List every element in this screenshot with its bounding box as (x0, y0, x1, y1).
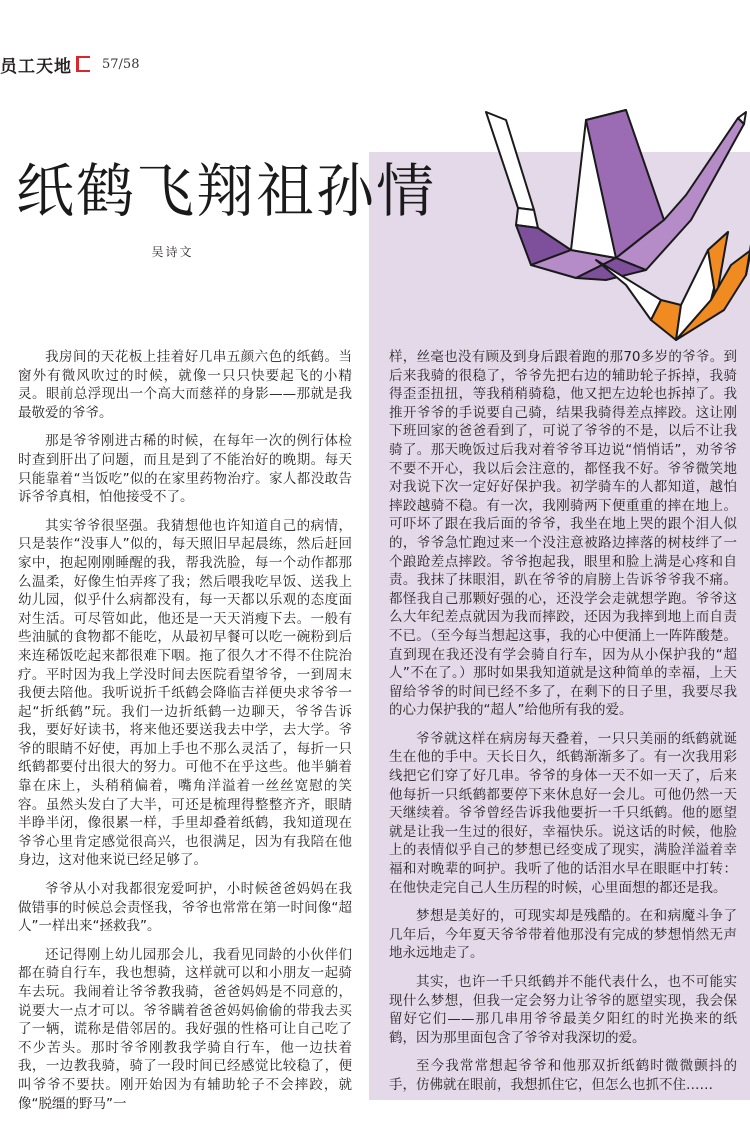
paragraph: 那是爷爷刚进古稀的时候，在每年一次的例行体检时查到肝出了问题，而且是到了不能治好的晚期。每天只能靠着“当饭吃”似的在家里药物治疗。家人都没敢告诉爷爷真相，怕他接受不了。 (18, 433, 352, 506)
paragraph: 爷爷就这样在病房每天叠着，一只只美丽的纸鹤就诞生在他的手中。天长日久，纸鹤渐渐多了。有一次我用彩线把它们穿了好几串。爷爷的身体一天不如一天了，后来他每折一只纸鹤都要停下来休息好一会儿。可他仍然一天天继续着。爷爷曾经告诉我他要折一千只纸鹤。他的愿望就是让我一生过的很好，幸福快乐。说这话的时候，他脸上的表情似乎自己的梦想已经变成了现实，满脸洋溢着幸福和对晚辈的呵护。我听了他的话泪水早在眼眶中打转：在他快走完自己人生历程的时候，心里面想的都还是我。 (389, 730, 737, 896)
article-left-column (18, 348, 352, 1123)
article-author: 吴诗文 (151, 245, 194, 259)
article-right-column (389, 348, 737, 1105)
page-header (0, 52, 139, 76)
paragraph: 梦想是美好的，可现实却是残酷的。在和病魔斗争了几年后，今年夏天爷爷带着他那没有完成的梦想悄然无声地永远地走了。 (389, 908, 737, 962)
paragraph: 其实，也许一千只纸鹤并不能代表什么，也不可能实现什么梦想，但我一定会努力让爷爷的愿望实现，我会保留好它们——那几串用爷爷最美夕阳红的时光换来的纸鹤，因为那里面包含了爷爷对我深切的爱。 (389, 974, 737, 1046)
paragraph: 其实爷爷很坚强。我猜想他也许知道自己的病情，只是装作“没事人”似的，每天照旧早起晨练，然后赶回家中，抱起刚刚睡醒的我，帮我洗脸，每一个动作都那么温柔，好像生怕弄疼了我；然后喂我吃早饭、送我上幼儿园，似乎什么病都没有，每一天都以乐观的态度面对生活。可尽管如此，他还是一天天消瘦下去。一般有些油腻的食物都不能吃，从最初早餐可以吃一碗粉到后来连稀饭吃起来都很难下咽。拖了很久才不得不住院治疗。平时因为我上学没时间去医院看望爷爷，一到周末我便去陪他。我听说折千纸鹤会降临吉祥便央求爷爷一起“折纸鹤”玩。我们一边折纸鹤一边聊天，爷爷告诉我，要好好读书，将来他还要送我去中学，去大学。爷爷的眼睛不好使，再加上手也不那么灵活了，每折一只纸鹤都要付出很大的努力。可他不在乎这些。他半躺着靠在床上，头稍稍偏着，嘴角洋溢着一丝丝宽慰的笑容。虽然头发白了大半，可还是梳理得整整齐齐，眼睛半睁半闭，像很累一样，手里却叠着纸鹤，我知道现在爷爷心里肯定感觉很高兴，也很满足，因为有我陪在他身边，这对他来说已经足够了。 (18, 517, 352, 869)
article-title: 纸鹤飞翔祖孙情 (16, 157, 437, 225)
paragraph: 我房间的天花板上挂着好几串五颜六色的纸鹤。当窗外有微风吹过的时候，就像一只只快要起飞的小精灵。眼前总浮现出一个高大而慈祥的身影——那就是我最敬爱的爷爷。 (18, 349, 352, 421)
paragraph: 还记得刚上幼儿园那会儿，我看见同龄的小伙伴们都在骑自行车，我也想骑，这样就可以和小朋友一起骑车去玩。我闹着让爷爷教我骑，爸爸妈妈是不同意的，说要大一点才可以。爷爷瞒着爸爸妈妈偷偷的带我去买了一辆，谎称是借邻居的。我好强的性格可让自己吃了不少苦头。那时爷爷刚教我学骑自行车，他一边扶着我，一边教我骑，骑了一段时间已经感觉比较稳了，便叫爷爷不要扶。刚开始因为有辅助轮子不会摔跤，就像“脱缰的野马”一 (18, 946, 352, 1112)
paragraph: 样，丝毫也没有顾及到身后跟着跑的那70多岁的爷爷。到后来我骑的很稳了，爷爷先把右边的辅助轮子拆掉，我骑得歪歪扭扭，等我稍稍骑稳，他又把左边轮也拆掉了。我推开爷爷的手说要自己骑，结果我骑得差点摔跤。这让刚下班回家的爸爸看到了，可说了爷爷的不是，以后不让我骑了。那天晚饭过后我对着爷爷耳边说“悄悄话”，劝爷爷不要不开心，我以后会注意的，都怪我不好。爷爷微笑地对我说下次一定好好保护我。初学骑车的人都知道，越怕摔跤越骑不稳。有一次，我刚骑两下便重重的摔在地上。可吓坏了跟在我后面的爷爷，我坐在地上哭的跟个泪人似的，爷爷急忙跑过来一个没注意被路边摔落的树枝绊了一个踉跄差点摔跤。爷爷抱起我，眼里和脸上满是心疼和自责。我抹了抹眼泪，趴在爷爷的肩膀上告诉爷爷我不痛。都怪我自己那颗好强的心，还没学会走就想学跑。爷爷这么大年纪差点就因为我而摔跤，还因为我摔到地上而自责不已。（至今每当想起这事，我的心中便涌上一阵阵酸楚。直到现在我还没有学会骑自行车，因为从小保护我的“超人”不在了。）那时如果我知道就是这种简单的幸福，上天留给爷爷的时间已经不多了，在剩下的日子里，我要尽我的心力保护我的“超人”给他所有我的爱。 (389, 349, 737, 719)
red-bracket-icon (76, 56, 90, 72)
paragraph: 至今我常常想起爷爷和他那双折纸鹤时微微颤抖的手，仿佛就在眼前，我想抓住它，但怎么也抓不住…… (389, 1058, 737, 1093)
page-number: 57/58 (102, 56, 140, 72)
paragraph: 爷爷从小对我都很宠爱呵护，小时候爸爸妈妈在我做错事的时候总会责怪我，爷爷也常常在第一时间像“超人”一样出来“拯救我”。 (18, 881, 352, 935)
paper-crane-illustration (476, 100, 750, 345)
section-name: 员工天地 (0, 56, 72, 77)
